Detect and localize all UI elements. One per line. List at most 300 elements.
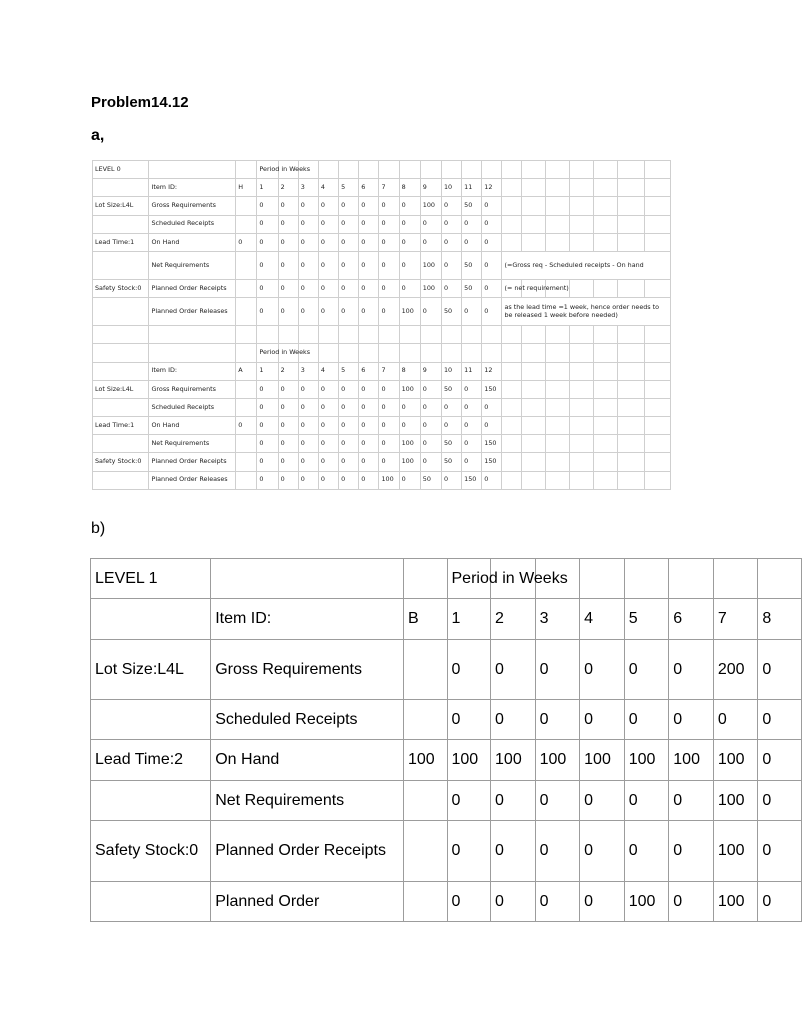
level0-cell: [594, 233, 618, 251]
level0-cell: Net Requirements: [149, 251, 236, 279]
level0-cell: 0: [278, 279, 298, 297]
level1-cell: [403, 640, 447, 700]
level0-cell: 0: [399, 233, 420, 251]
level0-cell: 0: [441, 398, 461, 416]
level0-cell: [502, 179, 521, 197]
level0-cell: [570, 326, 594, 344]
level0-cell: 0: [462, 233, 482, 251]
level0-cell: [502, 417, 521, 435]
level0-cell: Planned Order Releases: [149, 298, 236, 326]
level0-cell: 0: [318, 380, 338, 398]
level0-cell: [236, 435, 257, 453]
level1-cell: [403, 821, 447, 882]
level0-cell: 50: [420, 471, 441, 489]
level0-cell: [545, 362, 569, 380]
level1-cell: 0: [580, 821, 625, 882]
level1-cell: 0: [758, 740, 802, 781]
level0-cell: [521, 398, 545, 416]
level0-cell: 8: [399, 362, 420, 380]
level0-cell: [545, 380, 569, 398]
level0-cell: 0: [278, 471, 298, 489]
level0-cell: [236, 215, 257, 233]
level0-cell: [570, 435, 594, 453]
level1-cell: 0: [669, 640, 714, 700]
level0-cell: 0: [318, 251, 338, 279]
level1-cell: 0: [535, 700, 580, 740]
level0-cell: 0: [318, 279, 338, 297]
level0-cell: [570, 417, 594, 435]
level0-cell: [359, 161, 379, 179]
level1-cell: 6: [669, 599, 714, 640]
level0-cell: 1: [257, 362, 278, 380]
level0-row: [93, 233, 671, 251]
level0-cell: 50: [441, 453, 461, 471]
level1-cell: 100: [624, 740, 669, 781]
level1-cell: Lead Time:2: [91, 740, 211, 781]
level0-cell: [441, 344, 461, 362]
level1-cell: Net Requirements: [211, 781, 404, 821]
level0-cell: 2: [278, 362, 298, 380]
level0-cell: 10: [441, 362, 461, 380]
level0-cell: 0: [278, 298, 298, 326]
level0-cell: 0: [462, 435, 482, 453]
level0-cell: 0: [482, 215, 502, 233]
level1-cell: 0: [447, 700, 491, 740]
level0-cell: [618, 197, 644, 215]
level0-cell: 0: [379, 453, 399, 471]
level0-cell: [482, 326, 502, 344]
level0-cell: Scheduled Receipts: [149, 398, 236, 416]
level0-cell: 100: [399, 435, 420, 453]
level1-cell: 0: [535, 821, 580, 882]
level0-cell: [545, 197, 569, 215]
level0-cell: 0: [257, 197, 278, 215]
level0-cell: Item ID:: [149, 362, 236, 380]
level0-cell: 0: [298, 471, 318, 489]
level0-cell: [482, 161, 502, 179]
level1-cell: 4: [580, 599, 625, 640]
level0-cell: [379, 326, 399, 344]
level1-cell: 0: [535, 781, 580, 821]
level0-cell: [339, 161, 359, 179]
level1-cell: 0: [491, 640, 536, 700]
level0-cell: 0: [278, 417, 298, 435]
level1-cell: Item ID:: [211, 599, 404, 640]
level0-cell: [93, 344, 149, 362]
level0-cell: [462, 326, 482, 344]
level0-cell: 0: [420, 398, 441, 416]
level1-cell: 0: [580, 640, 625, 700]
level0-cell: LEVEL 0: [93, 161, 149, 179]
level0-cell: A: [236, 362, 257, 380]
level0-row: [93, 471, 671, 489]
level0-cell: [93, 251, 149, 279]
level0-cell: [521, 417, 545, 435]
level0-cell: 0: [318, 233, 338, 251]
level0-cell: 0: [462, 398, 482, 416]
level0-cell: [521, 471, 545, 489]
level0-cell: 0: [318, 197, 338, 215]
part-b-label: b): [91, 520, 106, 537]
level0-cell: 0: [257, 215, 278, 233]
level0-row: [93, 453, 671, 471]
level0-cell: 1: [257, 179, 278, 197]
level0-cell: 7: [379, 179, 399, 197]
level0-cell: [644, 453, 670, 471]
level0-cell: 0: [420, 298, 441, 326]
level0-cell: 0: [339, 298, 359, 326]
level0-cell: [93, 215, 149, 233]
level0-cell: 0: [482, 298, 502, 326]
level0-cell: 4: [318, 362, 338, 380]
level1-cell: Planned Order: [211, 882, 404, 922]
level0-row: [93, 251, 671, 279]
level0-cell: 0: [318, 435, 338, 453]
level0-cell: 10: [441, 179, 461, 197]
level0-cell: (= net requirement): [502, 279, 521, 297]
level0-cell: [570, 453, 594, 471]
level0-cell: [149, 326, 236, 344]
level1-cell: 0: [580, 882, 625, 922]
level0-cell: [339, 344, 359, 362]
level1-cell: 100: [447, 740, 491, 781]
level0-cell: [594, 471, 618, 489]
level0-cell: 0: [441, 417, 461, 435]
level0-cell: [93, 471, 149, 489]
level0-row: [93, 435, 671, 453]
level0-row: [93, 380, 671, 398]
level0-cell: [257, 326, 278, 344]
level0-cell: 0: [278, 380, 298, 398]
level0-cell: [502, 197, 521, 215]
level1-cell: 0: [580, 781, 625, 821]
level1-row: [91, 700, 802, 740]
level0-row: [93, 161, 671, 179]
level0-cell: [399, 326, 420, 344]
level0-cell: Lead Time:1: [93, 417, 149, 435]
level0-cell: 0: [482, 197, 502, 215]
level0-cell: [521, 326, 545, 344]
level0-cell: 0: [359, 298, 379, 326]
level1-row: [91, 882, 802, 922]
level1-cell: 100: [713, 781, 758, 821]
level0-cell: Scheduled Receipts: [149, 215, 236, 233]
level0-cell: [570, 398, 594, 416]
level0-cell: 0: [399, 215, 420, 233]
level1-cell: 0: [624, 781, 669, 821]
level1-row: [91, 781, 802, 821]
level1-cell: 0: [447, 882, 491, 922]
level0-cell: [644, 417, 670, 435]
level0-cell: [545, 398, 569, 416]
level0-cell: Period in Weeks: [257, 161, 278, 179]
level0-cell: 0: [379, 197, 399, 215]
level1-cell: [91, 882, 211, 922]
level0-cell: [545, 326, 569, 344]
level0-cell: [462, 344, 482, 362]
level0-cell: 0: [359, 380, 379, 398]
level0-cell: [502, 344, 521, 362]
level1-cell: 5: [624, 599, 669, 640]
level0-cell: [502, 233, 521, 251]
level0-cell: Planned Order Releases: [149, 471, 236, 489]
level0-cell: 100: [399, 453, 420, 471]
level0-cell: Lead Time:1: [93, 233, 149, 251]
level0-cell: 0: [278, 251, 298, 279]
level0-cell: 12: [482, 179, 502, 197]
level0-cell: 0: [399, 417, 420, 435]
level1-cell: 0: [713, 700, 758, 740]
level0-cell: 0: [298, 298, 318, 326]
level1-cell: 2: [491, 599, 536, 640]
level0-cell: 0: [462, 453, 482, 471]
level0-cell: 0: [318, 398, 338, 416]
level0-cell: [644, 233, 670, 251]
level1-cell: 0: [669, 700, 714, 740]
level1-row: [91, 740, 802, 781]
level0-cell: 0: [257, 453, 278, 471]
level0-cell: 0: [482, 471, 502, 489]
level0-cell: 0: [359, 453, 379, 471]
level0-cell: 0: [298, 251, 318, 279]
level0-cell: 6: [359, 179, 379, 197]
level0-cell: 7: [379, 362, 399, 380]
level1-cell: 0: [447, 640, 491, 700]
level1-cell: [713, 559, 758, 599]
level0-cell: 0: [298, 215, 318, 233]
level0-cell: 0: [482, 279, 502, 297]
level0-cell: 0: [257, 398, 278, 416]
level1-cell: [211, 559, 404, 599]
level0-cell: [236, 197, 257, 215]
level0-cell: [594, 435, 618, 453]
level0-cell: [236, 380, 257, 398]
level0-cell: [644, 362, 670, 380]
level0-cell: 100: [379, 471, 399, 489]
level0-cell: 50: [462, 279, 482, 297]
level0-cell: (=Gross req - Scheduled receipts - On hand: [502, 251, 671, 279]
level0-cell: On Hand: [149, 417, 236, 435]
level0-cell: [570, 471, 594, 489]
level0-cell: [618, 179, 644, 197]
level1-cell: 200: [713, 640, 758, 700]
level0-cell: [236, 471, 257, 489]
level0-cell: 0: [278, 435, 298, 453]
level0-cell: 0: [482, 417, 502, 435]
level0-cell: [545, 417, 569, 435]
level1-cell: 0: [535, 882, 580, 922]
level0-cell: [93, 326, 149, 344]
level0-cell: 0: [420, 380, 441, 398]
level0-cell: 0: [482, 398, 502, 416]
level0-cell: 0: [462, 417, 482, 435]
level1-cell: On Hand: [211, 740, 404, 781]
level1-cell: 0: [624, 700, 669, 740]
level0-row: [93, 362, 671, 380]
level1-cell: Safety Stock:0: [91, 821, 211, 882]
level0-cell: [570, 161, 594, 179]
level0-cell: 0: [298, 380, 318, 398]
level0-cell: 0: [420, 233, 441, 251]
level0-cell: 0: [420, 215, 441, 233]
level0-cell: [545, 233, 569, 251]
level0-cell: [618, 233, 644, 251]
level0-cell: 0: [339, 279, 359, 297]
level0-cell: [618, 326, 644, 344]
level1-cell: [758, 559, 802, 599]
level0-cell: [236, 251, 257, 279]
level0-cell: 0: [298, 233, 318, 251]
level0-row: [93, 398, 671, 416]
level0-cell: [482, 344, 502, 362]
level1-cell: 0: [624, 640, 669, 700]
level0-cell: [236, 344, 257, 362]
level1-cell: [403, 781, 447, 821]
level0-cell: 0: [318, 298, 338, 326]
level0-cell: 100: [399, 298, 420, 326]
level0-cell: On Hand: [149, 233, 236, 251]
level0-cell: 0: [257, 417, 278, 435]
level0-cell: [236, 398, 257, 416]
level0-cell: [594, 326, 618, 344]
level0-cell: 100: [420, 279, 441, 297]
level0-cell: [618, 398, 644, 416]
level1-cell: B: [403, 599, 447, 640]
level0-cell: [618, 471, 644, 489]
level1-cell: [403, 700, 447, 740]
level0-cell: 0: [236, 417, 257, 435]
level1-cell: 0: [758, 821, 802, 882]
level1-cell: 100: [713, 821, 758, 882]
level0-cell: 0: [339, 197, 359, 215]
level1-cell: 0: [669, 821, 714, 882]
level0-cell: [644, 344, 670, 362]
level0-cell: [441, 161, 461, 179]
level1-cell: 100: [669, 740, 714, 781]
level0-cell: [644, 279, 670, 297]
level0-cell: 0: [482, 251, 502, 279]
level0-cell: 0: [278, 215, 298, 233]
level0-cell: [570, 197, 594, 215]
level0-cell: 0: [399, 251, 420, 279]
level0-cell: 2: [278, 179, 298, 197]
level0-cell: [93, 435, 149, 453]
level0-row: [93, 298, 671, 326]
level0-cell: [594, 417, 618, 435]
level0-cell: [521, 215, 545, 233]
level0-cell: 0: [420, 453, 441, 471]
level0-cell: [420, 161, 441, 179]
level0-cell: 0: [482, 233, 502, 251]
level0-cell: [149, 161, 236, 179]
level0-cell: [570, 380, 594, 398]
level0-cell: 0: [339, 251, 359, 279]
level1-cell: 0: [535, 640, 580, 700]
level0-cell: 6: [359, 362, 379, 380]
level0-cell: 0: [441, 279, 461, 297]
level0-cell: [545, 344, 569, 362]
level0-cell: 0: [441, 471, 461, 489]
level0-cell: [545, 435, 569, 453]
level0-cell: [93, 398, 149, 416]
level0-cell: 3: [298, 179, 318, 197]
level0-cell: [502, 435, 521, 453]
level0-cell: 0: [318, 417, 338, 435]
level0-cell: 0: [318, 471, 338, 489]
level0-cell: 0: [359, 233, 379, 251]
level0-cell: [570, 362, 594, 380]
level0-cell: [521, 344, 545, 362]
level0-cell: [359, 326, 379, 344]
level0-cell: Planned Order Receipts: [149, 279, 236, 297]
level1-cell: [580, 559, 625, 599]
level0-cell: 0: [278, 233, 298, 251]
level0-cell: 3: [298, 362, 318, 380]
level1-cell: [91, 781, 211, 821]
level1-cell: 100: [535, 740, 580, 781]
level0-cell: [441, 326, 461, 344]
level0-cell: 0: [318, 215, 338, 233]
level0-cell: 50: [441, 435, 461, 453]
level0-cell: Planned Order Receipts: [149, 453, 236, 471]
level0-cell: [521, 362, 545, 380]
level0-cell: [502, 453, 521, 471]
level0-cell: 0: [379, 279, 399, 297]
page-title: Problem14.12: [91, 94, 189, 111]
level0-cell: 0: [441, 233, 461, 251]
level0-cell: 0: [298, 435, 318, 453]
level1-row: [91, 821, 802, 882]
level0-cell: [236, 161, 257, 179]
level0-cell: 0: [359, 279, 379, 297]
level0-cell: 0: [257, 233, 278, 251]
level1-cell: 0: [447, 781, 491, 821]
level0-cell: 0: [339, 215, 359, 233]
level0-cell: 0: [379, 298, 399, 326]
level0-cell: [570, 179, 594, 197]
level0-cell: [570, 279, 594, 297]
level0-cell: [545, 161, 569, 179]
level0-cell: [570, 215, 594, 233]
level1-cell: 0: [491, 700, 536, 740]
part-a-label: a,: [91, 127, 105, 144]
level0-cell: 0: [257, 471, 278, 489]
level0-cell: 12: [482, 362, 502, 380]
level1-cell: 0: [669, 882, 714, 922]
level0-cell: 0: [339, 453, 359, 471]
level1-cell: 100: [403, 740, 447, 781]
level0-cell: [594, 362, 618, 380]
level0-cell: 0: [359, 435, 379, 453]
level-1-mrp-table: [90, 558, 802, 922]
level0-cell: H: [236, 179, 257, 197]
level0-cell: Net Requirements: [149, 435, 236, 453]
level0-cell: [236, 279, 257, 297]
level0-cell: 100: [420, 197, 441, 215]
level0-cell: 5: [339, 179, 359, 197]
level0-cell: [594, 398, 618, 416]
level1-cell: [669, 559, 714, 599]
level0-cell: [618, 417, 644, 435]
level0-cell: 0: [236, 233, 257, 251]
level0-cell: [502, 471, 521, 489]
level0-cell: 0: [257, 380, 278, 398]
level0-cell: [594, 161, 618, 179]
level0-cell: [149, 344, 236, 362]
level0-cell: 100: [399, 380, 420, 398]
level0-cell: 0: [379, 251, 399, 279]
level1-cell: Scheduled Receipts: [211, 700, 404, 740]
